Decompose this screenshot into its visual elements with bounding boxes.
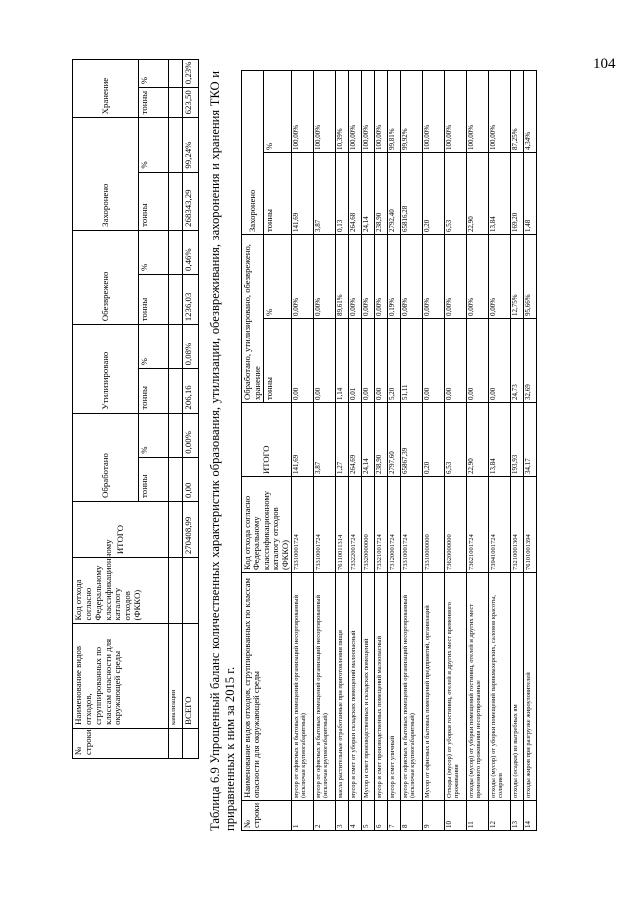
total-value: 34,17 [524, 403, 537, 477]
waste-name: мусор и смет производственных помещений малоопасный [375, 573, 388, 801]
hdr-row-number: № строки [73, 728, 169, 758]
landfill-tons: 0,13 [336, 153, 349, 235]
total-value: 193,93 [511, 403, 524, 477]
fkko-code: 73310001724 [314, 477, 336, 573]
landfill-tons: 65816,28 [401, 153, 423, 235]
waste-name: масла растительные отработанные при приготовлении пищи [336, 573, 349, 801]
table-row [423, 70, 445, 830]
fkko-code: 73310001724 [401, 477, 423, 573]
row-number: 8 [401, 801, 423, 831]
fkko-code: 76101001394 [524, 477, 537, 573]
row-number: 5 [362, 801, 375, 831]
processed-percent: 0,00% [349, 235, 362, 319]
landfill-tons: 169,20 [511, 153, 524, 235]
waste-name: мусор и смет уличный [388, 573, 401, 801]
unit-tons: тонны [139, 457, 169, 501]
landfill-percent: 99,92% [401, 70, 423, 152]
row-number: 13 [511, 801, 524, 831]
waste-name: мусор и смет от уборки складских помещений малоопасный [349, 573, 362, 801]
fkko-code: 73322001724 [349, 477, 362, 573]
table-cell [169, 230, 183, 274]
waste-name: отходы жиров при разгрузке жироуловителей [524, 573, 537, 801]
landfill-tons: 1,48 [524, 153, 537, 235]
landfill-tons: 13,84 [489, 153, 511, 235]
hdr-neutralized: Обезврежено [73, 230, 139, 324]
row-number: 2 [314, 801, 336, 831]
hdr-landfilled: Захоронено [73, 118, 139, 230]
fkko-code: 73210001304 [511, 477, 524, 573]
total-value: 0,23% [183, 60, 199, 88]
landfill-tons: 2792,40 [388, 153, 401, 235]
total-value: 206,16 [183, 369, 199, 413]
processed-tons: 0,01 [349, 319, 362, 403]
table-cell [169, 88, 183, 118]
unit-percent: % [264, 70, 292, 152]
unit-percent: % [139, 60, 169, 88]
landfill-percent: 100,00% [314, 70, 336, 152]
hdr-row-number: № строки [242, 801, 292, 831]
processed-tons: 5,20 [388, 319, 401, 403]
table-cell [169, 369, 183, 413]
row-number: 6 [375, 801, 388, 831]
landfill-percent: 100,00% [489, 70, 511, 152]
waste-name: мусор от офисных и бытовых помещений организаций несортированный (исключая крупногабаритный) [314, 573, 336, 801]
processed-percent: 0,00% [423, 235, 445, 319]
table-cell [169, 172, 183, 230]
hdr-processed-combined: Обработано, утилизировано, обезврежено, хранение [242, 235, 264, 403]
landfill-tons: 6,53 [445, 153, 467, 235]
table-row [349, 70, 362, 830]
row-number: 12 [489, 801, 511, 831]
row-number: 10 [445, 801, 467, 831]
processed-percent: 0,19% [388, 235, 401, 319]
processed-tons: 0,00 [489, 319, 511, 403]
row-number: 3 [336, 801, 349, 831]
total-value: 238,90 [375, 403, 388, 477]
table-cell [183, 558, 199, 624]
processed-percent: 0,00% [314, 235, 336, 319]
row-number: 9 [423, 801, 445, 831]
fkko-code: 73320000000 [362, 477, 375, 573]
hdr-storage: Хранение [73, 60, 139, 118]
hdr-waste-name: Наименование видов отходов, сгруппированных по классам опасности для окружающей среды [73, 624, 169, 728]
processed-tons: 0,00 [423, 319, 445, 403]
table-cell [183, 728, 199, 758]
unit-percent: % [139, 118, 169, 172]
row-number: 1 [292, 801, 314, 831]
table-cell [169, 413, 183, 457]
table-cell [169, 558, 183, 624]
table-row [445, 70, 467, 830]
landfill-percent: 100,00% [375, 70, 388, 152]
landfill-tons: 22,90 [467, 153, 489, 235]
landfill-tons: 0,20 [423, 153, 445, 235]
waste-name: Мусор от офисных и бытовых помещений предприятий, организаций [423, 573, 445, 801]
hdr-fkko-code: Код отхода согласно Федеральному классификационному каталогу отходов (ФККО) [242, 477, 292, 573]
landfill-tons: 238,90 [375, 153, 388, 235]
table-row [467, 70, 489, 830]
table-cell [169, 275, 183, 325]
fkko-code: 73620000000 [445, 477, 467, 573]
total-value: 141,69 [292, 403, 314, 477]
table-row [362, 70, 375, 830]
waste-name: Мусор и смет производственных и складских помещений [362, 573, 375, 801]
processed-percent: 89,61% [336, 235, 349, 319]
total-value: 0,46% [183, 230, 199, 274]
table-row [401, 70, 423, 830]
total-value: 268343,29 [183, 172, 199, 230]
total-value: 99,24% [183, 118, 199, 172]
landfill-tons: 24,14 [362, 153, 375, 235]
table-row [292, 70, 314, 830]
landfill-percent: 100,00% [349, 70, 362, 152]
processed-percent: 0,00% [445, 235, 467, 319]
unit-tons: тонны [139, 275, 169, 325]
fkko-code: 76110011314 [336, 477, 349, 573]
processed-tons: 0,00 [467, 319, 489, 403]
fkko-code: 73941001724 [489, 477, 511, 573]
processed-percent: 0,00% [375, 235, 388, 319]
landfill-percent: 4,34% [524, 70, 537, 152]
unit-tons: тонны [139, 369, 169, 413]
landfill-tons: 264,68 [349, 153, 362, 235]
main-table [241, 70, 537, 831]
processed-percent: 12,75% [511, 235, 524, 319]
total-value: 264,69 [349, 403, 362, 477]
unit-percent: % [264, 235, 292, 319]
total-label: ВСЕГО [183, 624, 199, 728]
total-value: 65867,39 [401, 403, 423, 477]
total-value: 623,50 [183, 88, 199, 118]
landfill-percent: 100,00% [292, 70, 314, 152]
total-value: 0,00% [183, 413, 199, 457]
processed-percent: 95,66% [524, 235, 537, 319]
processed-tons: 32,69 [524, 319, 537, 403]
table-caption: Таблица 6.9 Упрощенный баланс количественных характеристик образования, утилизации, обезвреживания, захоронения и хранения ТКО и приравненных к ним за 2015 г. [208, 71, 238, 831]
table-row [489, 70, 511, 830]
total-value: 6,53 [445, 403, 467, 477]
processed-tons: 0,00 [292, 319, 314, 403]
processed-tons: 0,00 [445, 319, 467, 403]
table-cell [169, 457, 183, 501]
landfill-percent: 100,00% [467, 70, 489, 152]
processed-tons: 0,00 [314, 319, 336, 403]
unit-tons: тонны [139, 88, 169, 118]
processed-percent: 0,08% [401, 235, 423, 319]
landfill-percent: 87,25% [511, 70, 524, 152]
waste-name: отходы (мусор) от уборки помещений парикмахерских, салонов красоты, соляриев [489, 573, 511, 801]
total-value: 0,00 [183, 457, 199, 501]
fkko-code: 73321001724 [375, 477, 388, 573]
hdr-fkko-code: Код отхода согласно Федеральному классификационному каталогу отходов (ФККО) [73, 558, 169, 624]
hdr-utilized: Утилизировано [73, 325, 139, 413]
fkko-code: 73310000000 [423, 477, 445, 573]
processed-percent: 0,00% [467, 235, 489, 319]
table-row [511, 70, 524, 830]
landfill-tons: 3,87 [314, 153, 336, 235]
total-value: 22,90 [467, 403, 489, 477]
hdr-processed: Обработано [73, 413, 139, 501]
total-value: 1236,03 [183, 275, 199, 325]
waste-name: мусор от офисных и бытовых помещений организаций несортированный (исключая крупногабаритный) [401, 573, 423, 801]
hdr-total: ИТОГО [242, 403, 292, 477]
processed-tons: 0,00 [375, 319, 388, 403]
landfill-percent: 10,39% [336, 70, 349, 152]
processed-tons: 1,14 [336, 319, 349, 403]
table-cell [169, 60, 183, 88]
table-row [336, 70, 349, 830]
processed-percent: 0,00% [292, 235, 314, 319]
fkko-code: 73120001724 [388, 477, 401, 573]
row-number: 4 [349, 801, 362, 831]
processed-tons: 0,00 [362, 319, 375, 403]
processed-tons: 24,73 [511, 319, 524, 403]
row-number: 14 [524, 801, 537, 831]
total-value: 3,87 [314, 403, 336, 477]
table-cell [169, 118, 183, 172]
waste-name: отходы (мусор) от уборки помещений гостиниц, отелей и других мест временного проживания несортированные [467, 573, 489, 801]
hdr-waste-name: Наименование видов отходов, сгруппированных по классам опасности для окружающей среды [242, 573, 292, 801]
processed-tons: 51,11 [401, 319, 423, 403]
hdr-landfilled: Захоронено [242, 70, 264, 234]
landfill-percent: 100,00% [362, 70, 375, 152]
fkko-code: 73621001724 [467, 477, 489, 573]
row-number: 7 [388, 801, 401, 831]
page-number: 104 [593, 56, 616, 72]
unit-tons: тонны [264, 319, 292, 403]
unit-percent: % [139, 230, 169, 274]
fkko-code: 73310001724 [292, 477, 314, 573]
landfill-percent: 100,00% [445, 70, 467, 152]
total-value: 2797,60 [388, 403, 401, 477]
table-cell [169, 728, 183, 758]
processed-percent: 0,00% [362, 235, 375, 319]
table-row [375, 70, 388, 830]
hdr-total: ИТОГО [73, 501, 169, 557]
row-kanal-label: канализации [169, 624, 183, 728]
landfill-percent: 99,81% [388, 70, 401, 152]
total-value: 270408,99 [183, 501, 199, 557]
summary-table [72, 59, 199, 759]
table-cell [169, 501, 183, 557]
table-row [388, 70, 401, 830]
total-value: 13,84 [489, 403, 511, 477]
total-value: 0,08% [183, 325, 199, 369]
landfill-percent: 100,00% [423, 70, 445, 152]
unit-tons: тонны [264, 153, 292, 235]
waste-name: мусор от офисных и бытовых помещений организаций несортированный (исключая крупногабаритный) [292, 573, 314, 801]
table-cell [169, 325, 183, 369]
waste-name: отходы (осадки) из выгребных ям [511, 573, 524, 801]
table-row [524, 70, 537, 830]
unit-tons: тонны [139, 172, 169, 230]
unit-percent: % [139, 413, 169, 457]
total-value: 24,14 [362, 403, 375, 477]
table-row [314, 70, 336, 830]
total-value: 1,27 [336, 403, 349, 477]
processed-percent: 0,00% [489, 235, 511, 319]
row-number: 11 [467, 801, 489, 831]
unit-percent: % [139, 325, 169, 369]
waste-name: Отходы (мусор) от уборки гостиниц, отелей и других мест временного проживания [445, 573, 467, 801]
landfill-tons: 141,69 [292, 153, 314, 235]
total-value: 0,20 [423, 403, 445, 477]
